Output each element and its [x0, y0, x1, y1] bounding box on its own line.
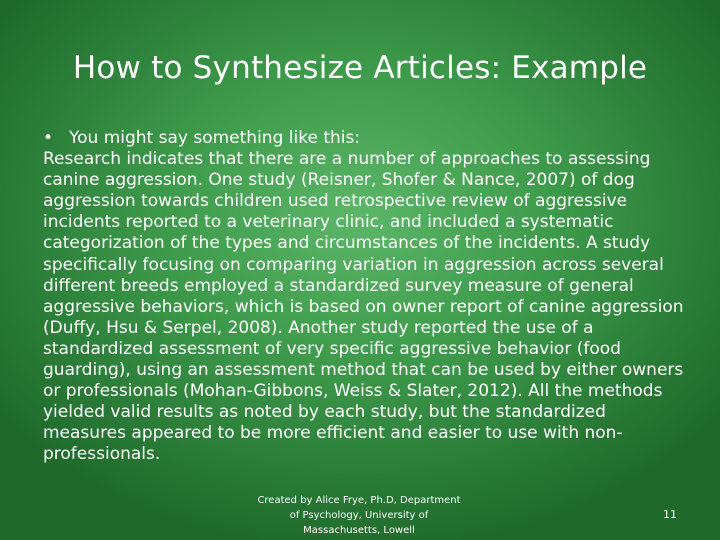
- slide-title: How to Synthesize Articles: Example: [72, 50, 648, 86]
- bullet-text: You might say something like this:: [69, 128, 361, 148]
- body-paragraph: Research indicates that there are a number of approaches to assessing canine aggression. One study (Reisner, Shofer & Nance, 2007) of dog aggression towards children used retrospective review of aggressive incidents reported to a veterinary clinic, and included a systematic categorization of the types and circumstances of the incidents. A study specifically focusing on comparing variation in aggression across several different breeds employed a standardized survey measure of general aggressive behaviors, which is based on owner report of canine aggression (Duffy, Hsu & Serpel, 2008). Another study reported the use of a standardized assessment of very specific aggressive behavior (food guarding), using an assessment method that can be used by either owners or professionals (Mohan-Gibbons, Weiss & Slater, 2012). All the methods yielded valid results as noted by each study, but the standardized measures appeared to be more efficient and easier to use with non-professionals.: [43, 149, 684, 465]
- bullet-item: [43, 128, 689, 149]
- bullet-icon: •: [43, 128, 54, 148]
- slide-number: 11: [663, 508, 677, 521]
- slide-footer: Created by Alice Frye, Ph.D, Department of Psychology, University of Massachusetts, Lowell: [257, 495, 461, 536]
- slide-body: [43, 128, 689, 466]
